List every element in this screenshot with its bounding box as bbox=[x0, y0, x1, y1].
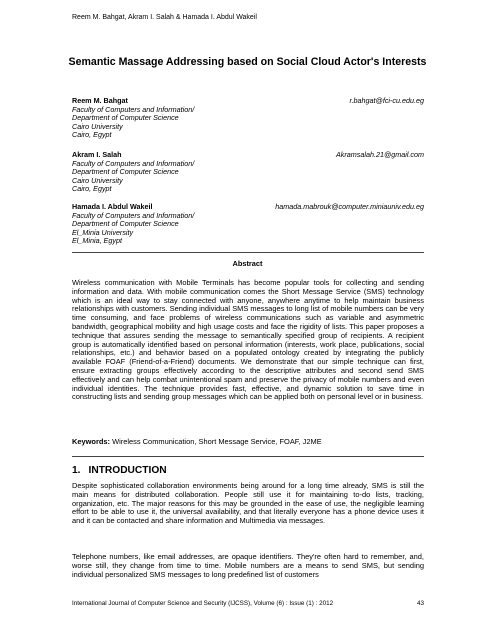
divider bbox=[72, 456, 424, 457]
author-block bbox=[72, 151, 424, 194]
intro-paragraph: Despite sophisticated collaboration environments being around for a long time already, SMS is still the main means for distributed collaboration. People still use it for maintaining to-do lists, tracking, organization, etc. The major reasons for this may be grounded in the ease of use, the negligible learning effort to be able to use it, the universal availability, and that literally everyone has a phone device uses it and it can be contacted and share information and Multimedia via messages. bbox=[72, 481, 424, 526]
section-heading bbox=[72, 465, 175, 476]
keywords-text: Wireless Communication, Short Message Service, FOAF, J2ME bbox=[112, 437, 322, 446]
author-affiliation-line: Faculty of Computers and Information/ bbox=[72, 210, 195, 220]
abstract-heading: Abstract bbox=[232, 259, 263, 268]
author-affiliation-line: Department of Computer Science bbox=[72, 219, 179, 229]
abstract-text: Wireless communication with Mobile Terminals has become popular tools for collecting and sending information and data. With mobile communication comes the Short Message Service (SMS) technology which is an ideal way to stay connected with anyone, anywhere anytime to help maintain business relationships with customers. Sending individual SMS messages to long list of mobile numbers can be very time consuming, and face problems of wireless communications such as variable and asymmetric bandwidth, geographical mobility and high usage costs and face the rigidity of lists. This paper proposes a technique that assures sending the message to semantically specified group of recipients. A recipient group is automatically identified based on personal information (interests, work place, publications, social relationships, etc.) and behavior based on a populated ontology created by integrating the publicly available FOAF (Friend-of-a-Friend) documents. We demonstrate that our simple technique can first, ensure extracting groups effectively according to the descriptive attributes and second send SMS effectively and can help combat unintentional spam and preserve the privacy of mobile numbers and even individual identities. The technique provides fast, effective, and dynamic solution to save time in constructing lists and sending group messages which can be applied both on personal level or in business. bbox=[72, 278, 424, 402]
author-affiliation-line: El_Minia University bbox=[72, 227, 134, 237]
author-affiliation-line: El_Minia, Egypt bbox=[72, 236, 122, 246]
page-footer bbox=[72, 600, 424, 607]
keywords-label: Keywords: bbox=[72, 437, 111, 446]
author-affiliation-line: Cairo University bbox=[72, 175, 123, 185]
author-name: Hamada I. Abdul Wakeil bbox=[72, 202, 153, 211]
divider bbox=[72, 252, 424, 253]
author-affiliation-line: Faculty of Computers and Information/ bbox=[72, 158, 195, 168]
author-name: Akram I. Salah bbox=[72, 150, 122, 159]
author-email[interactable]: r.bahgat@fci-cu.edu.eg bbox=[349, 96, 424, 105]
author-affiliation-line: Faculty of Computers and Information/ bbox=[72, 104, 195, 114]
intro-paragraph: Telephone numbers, like email addresses, are opaque identifiers. They're often hard to remember, and, worse still, they change from time to time. Mobile numbers are a means to send SMS, but sending individual personalized SMS messages to long predefined list of customers bbox=[72, 552, 424, 579]
author-name: Reem M. Bahgat bbox=[72, 96, 128, 105]
author-affiliation-line: Cairo University bbox=[72, 121, 123, 131]
author-email[interactable]: Akramsalah.21@gmail.com bbox=[336, 150, 424, 159]
paper-title: Semantic Massage Addressing based on Social Cloud Actor's Interests bbox=[68, 56, 427, 68]
author-affiliation-line: Cairo, Egypt bbox=[72, 184, 112, 194]
author-affiliation-line: Department of Computer Science bbox=[72, 113, 179, 123]
running-head: Reem M. Bahgat, Akram I. Salah & Hamada I. Abdul Wakeil bbox=[72, 14, 257, 21]
section-number: 1. bbox=[72, 465, 81, 476]
author-affiliation-line: Department of Computer Science bbox=[72, 167, 179, 177]
footer-journal: International Journal of Computer Science and Security (IJCSS), Volume (6) : Issue (1) : 2012 bbox=[72, 600, 334, 607]
keywords-line bbox=[72, 437, 424, 446]
author-affiliation-line: Cairo, Egypt bbox=[72, 130, 112, 140]
author-email[interactable]: hamada.mabrouk@computer.miniauniv.edu.eg bbox=[275, 202, 424, 211]
page-number: 43 bbox=[416, 600, 424, 607]
section-title: INTRODUCTION bbox=[88, 465, 167, 476]
author-block bbox=[72, 203, 424, 246]
author-block bbox=[72, 97, 424, 140]
